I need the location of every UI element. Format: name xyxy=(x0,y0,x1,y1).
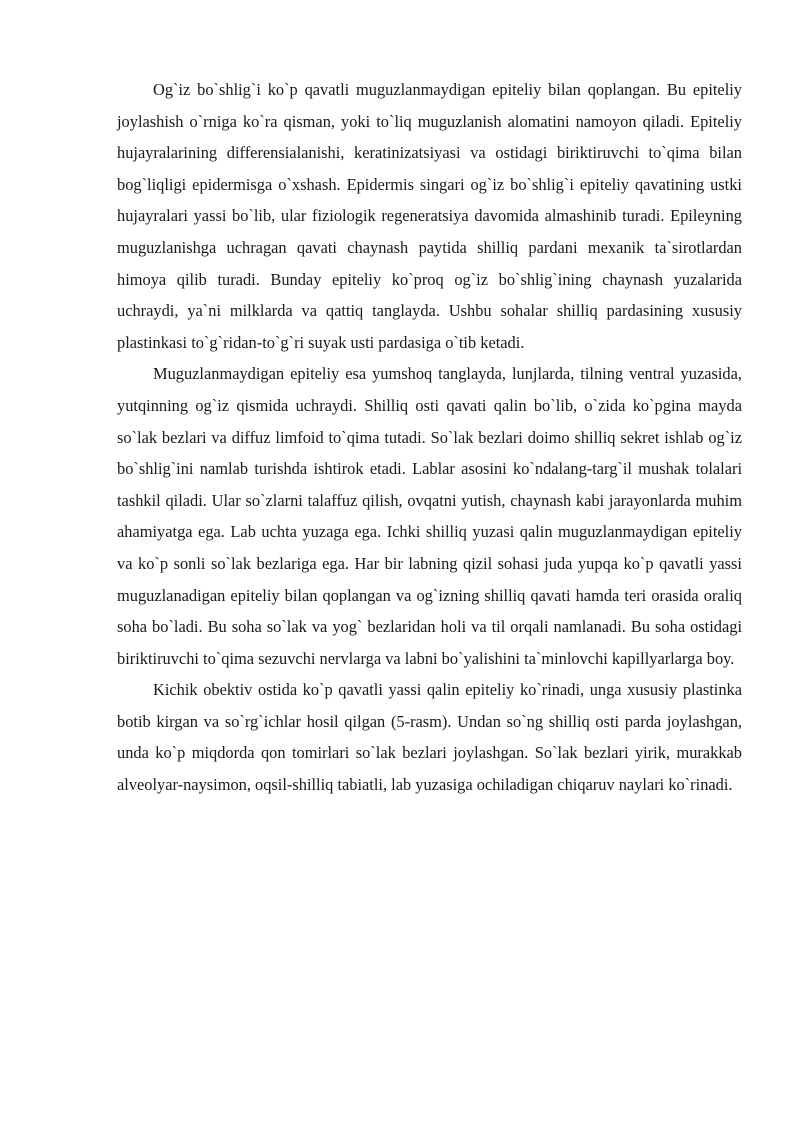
paragraph-microscope-observation: Kichik obektiv ostida ko`p qavatli yassi qalin epiteliy ko`rinadi, unga xususiy plastinka botib kirgan va so`rg`ichlar hosil qilgan (5-rasm). Undan so`ng shilliq osti parda joylashgan, unda ko`p miqdorda qon tomirlari so`lak bezlari joylashgan. So`lak bezlari yirik, murakkab alveolyar-naysimon, oqsil-shilliq tabiatli, lab yuzasiga ochiladigan chiqaruv naylari ko`rinadi. xyxy=(117,680,742,795)
paragraph-non-keratinized-epithelium: Muguzlanmaydigan epiteliy esa yumshoq tanglayda, lunjlarda, tilning ventral yuzasida, yutqinning og`iz qismida uchraydi. Shilliq osti qavati qalin bo`lib, o`zida ko`pgina mayda so`lak bezlari va diffuz limfoid to`qima tutadi. So`lak bezlari doimo shilliq sekret ishlab og`iz bo`shlig`ini namlab turishda ishtirok etadi. Lablar asosini ko`ndalang-targ`il mushak tolalari tashkil qiladi. Ular so`zlarni talaffuz qilish, ovqatni yutish, chaynash kabi jarayonlarda muhim ahamiyatga ega. Lab uchta yuzaga ega. Ichki shilliq yuzasi qalin muguzlanmaydigan epiteliy va ko`p sonli so`lak bezlariga ega. Har bir labning qizil sohasi juda yupqa ko`p qavatli yassi muguzlanadigan epiteliy bilan qoplangan va og`izning shilliq qavati hamda teri orasida oraliq soha bo`ladi. Bu soha so`lak va yog` bezlaridan holi va til orqali namlanadi. Bu soha ostidagi biriktiruvchi to`qima sezuvchi nervlarga va labni bo`yalishini ta`minlovchi kapillyarlarga boy. xyxy=(117,364,742,668)
paragraph-oral-epithelium: Og`iz bo`shlig`i ko`p qavatli muguzlanmaydigan epiteliy bilan qoplangan. Bu epiteliy joylashish o`rniga ko`ra qisman, yoki to`liq muguzlanish alomatini namoyon qiladi. Epiteliy hujayralarining differensialanishi, keratinizatsiyasi va ostidagi biriktiruvchi to`qima bilan bog`liqligi epidermisga o`xshash. Epidermis singari og`iz bo`shlig`i epiteliy qavatining ustki hujayralari yassi bo`lib, ular fiziologik regeneratsiya davomida almashinib turadi. Epileyning muguzlanishga uchragan qavati chaynash paytida shilliq pardani mexanik ta`sirotlardan himoya qilib turadi. Bunday epiteliy ko`proq og`iz bo`shlig`ining chaynash yuzalarida uchraydi, ya`ni milklarda va qattiq tanglayda. Ushbu sohalar shilliq pardasining xususiy plastinkasi to`g`ridan-to`g`ri suyak usti pardasiga o`tib ketadi. xyxy=(117,80,742,352)
document-page xyxy=(117,74,742,801)
